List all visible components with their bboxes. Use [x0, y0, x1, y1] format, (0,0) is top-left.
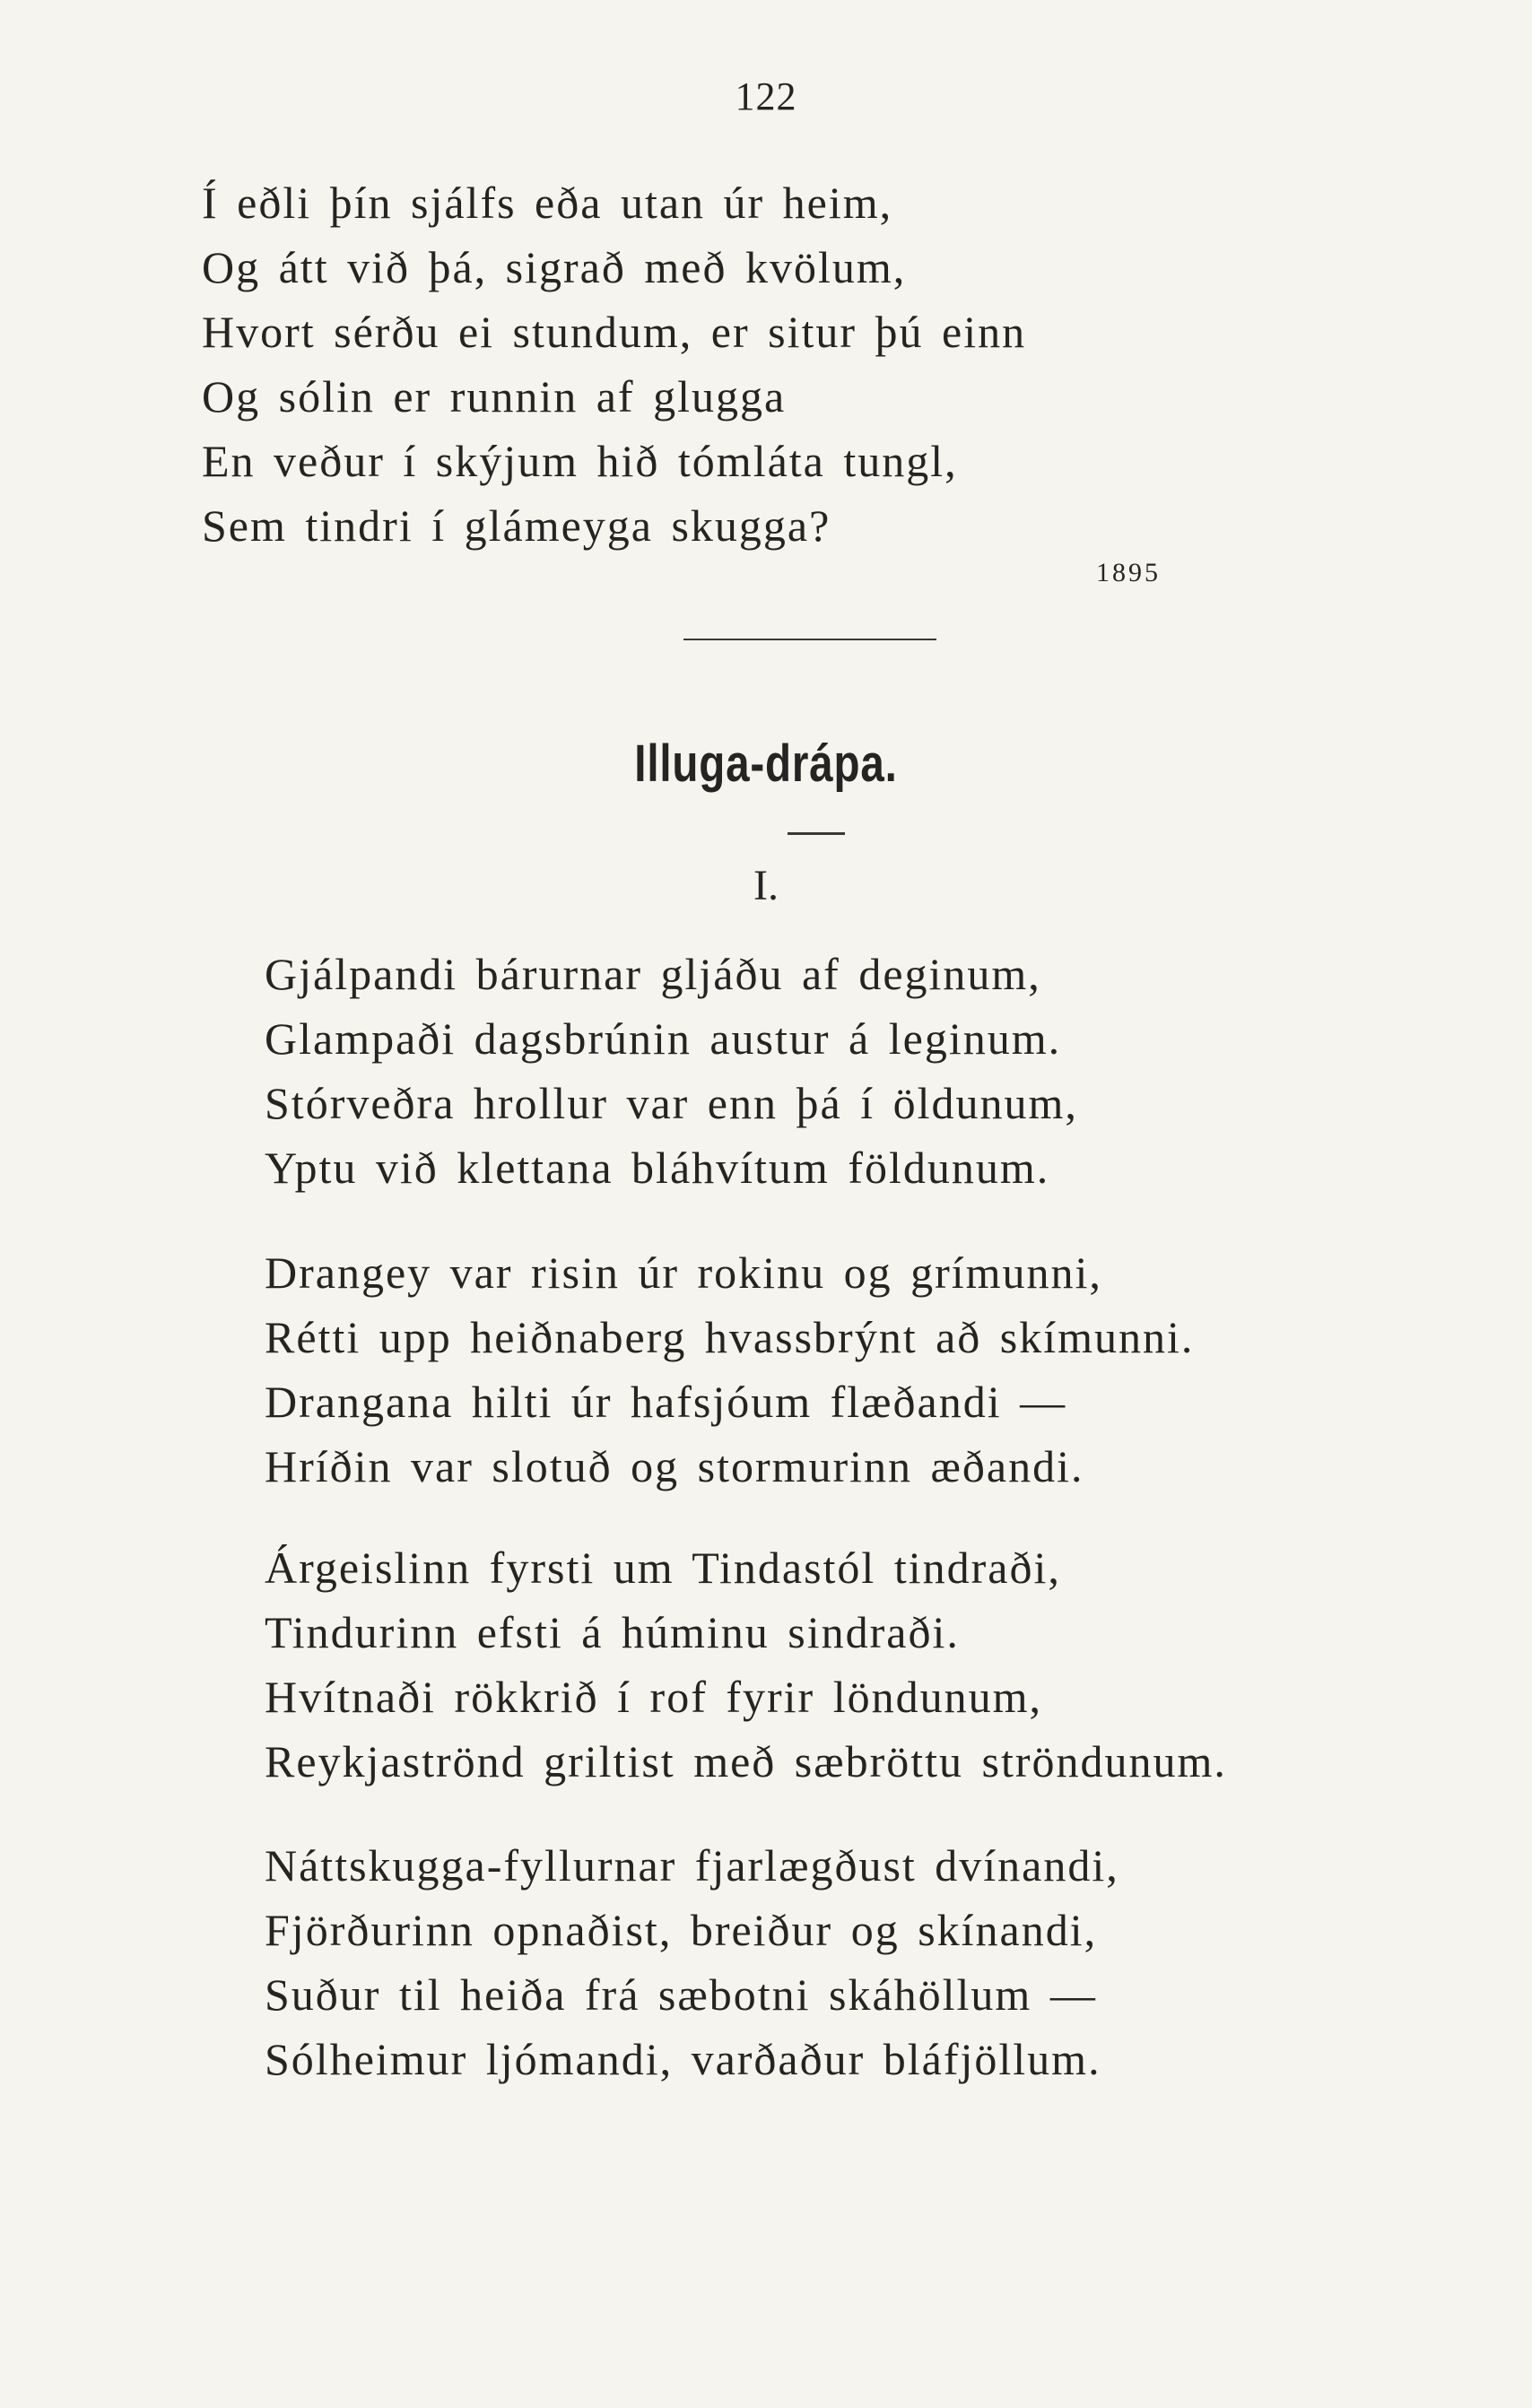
- verse-line: Árgeislinn fyrsti um Tindastól tindraði,: [265, 1543, 1061, 1593]
- previous-poem-stanza: [202, 170, 1026, 558]
- section-number: I.: [753, 862, 779, 909]
- stanza: [265, 942, 1078, 1200]
- verse-line: Hvítnaði rökkrið í rof fyrir löndunum,: [265, 1672, 1042, 1722]
- verse-line: Í eðli þín sjálfs eða utan úr heim,: [202, 178, 893, 228]
- title-underline: [788, 832, 845, 835]
- verse-line: Fjörðurinn opnaðist, breiður og skínandi,: [265, 1905, 1098, 1955]
- verse-line: Drangana hilti úr hafsjóum flæðandi —: [265, 1377, 1067, 1427]
- verse-line: Hríðin var slotuð og stormurinn æðandi.: [265, 1441, 1084, 1491]
- verse-line: Yptu við klettana bláhvítum földunum.: [265, 1143, 1050, 1193]
- verse-line: Hvort sérðu ei stundum, er situr þú einn: [202, 307, 1027, 357]
- verse-line: Reykjaströnd griltist með sæbröttu ströndunum.: [265, 1736, 1227, 1786]
- verse-line: Tindurinn efsti á húminu sindraði.: [265, 1607, 960, 1657]
- verse-line: Gjálpandi bárurnar gljáðu af deginum,: [265, 949, 1041, 999]
- poem-date: 1895: [1096, 558, 1161, 587]
- verse-line: Stórveðra hrollur var enn þá í öldunum,: [265, 1078, 1078, 1128]
- stanza: [265, 1535, 1227, 1794]
- poem-title: Illuga-drápa.: [634, 735, 898, 793]
- verse-line: Náttskugga-fyllurnar fjarlægðust dvínandi,: [265, 1840, 1119, 1891]
- verse-line: En veður í skýjum hið tómláta tungl,: [202, 436, 958, 486]
- verse-line: Og sólin er runnin af glugga: [202, 371, 787, 422]
- page-number: 122: [735, 74, 797, 118]
- verse-line: Og átt við þá, sigrað með kvölum,: [202, 242, 907, 292]
- verse-line: Glampaði dagsbrúnin austur á leginum.: [265, 1013, 1062, 1064]
- verse-line: Sem tindri í glámeyga skugga?: [202, 500, 831, 551]
- verse-line: Rétti upp heiðnaberg hvassbrýnt að skímunni.: [265, 1312, 1195, 1362]
- section-divider: [683, 639, 936, 640]
- verse-line: Suður til heiða frá sæbotni skáhöllum —: [265, 1969, 1097, 2020]
- verse-line: Drangey var risin úr rokinu og grímunni,: [265, 1247, 1102, 1298]
- stanza: [265, 1240, 1194, 1499]
- verse-line: Sólheimur ljómandi, varðaður bláfjöllum.: [265, 2034, 1101, 2084]
- stanza: [265, 1833, 1119, 2091]
